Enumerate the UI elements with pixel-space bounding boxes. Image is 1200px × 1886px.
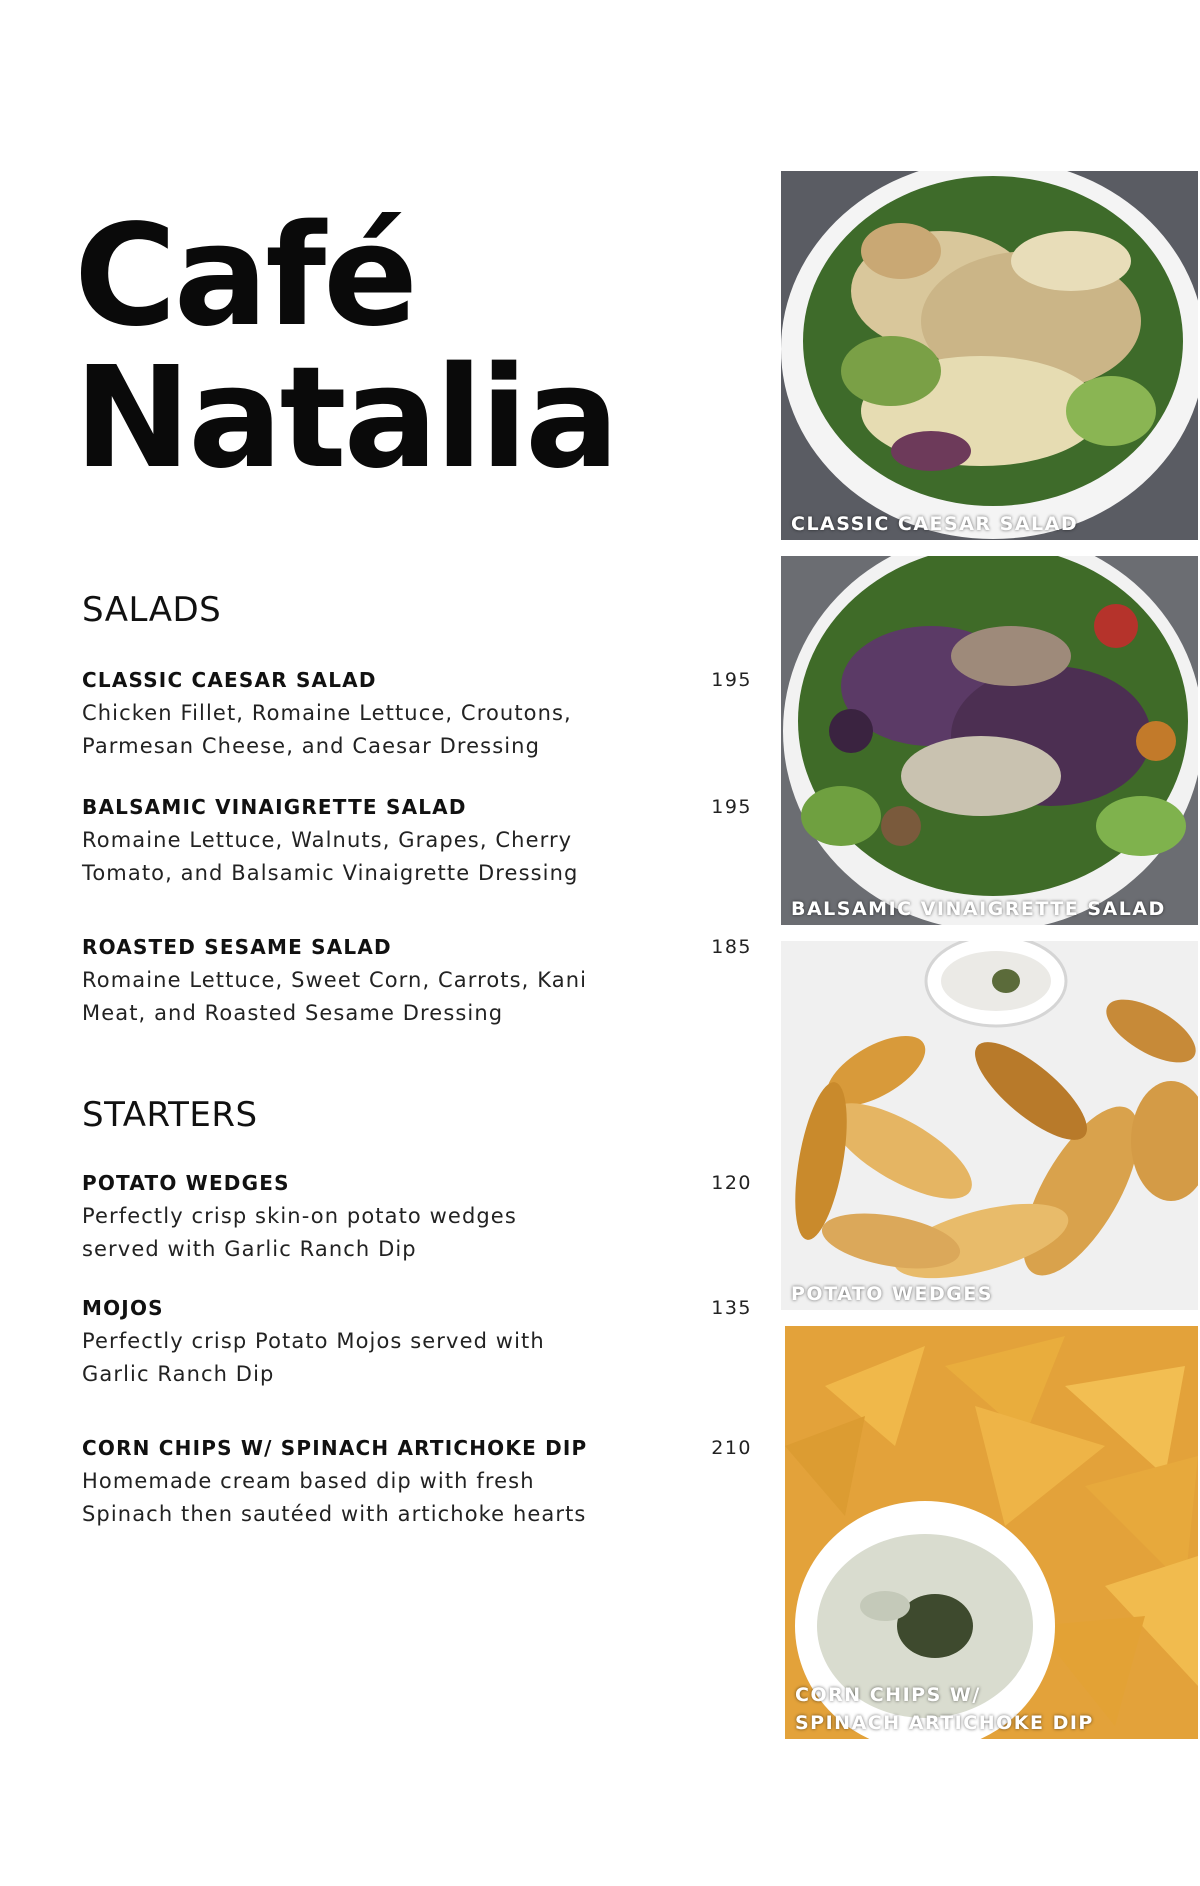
menu-item-description: Chicken Fillet, Romaine Lettuce, Croutons, Parmesan Cheese, and Caesar Dressing — [82, 701, 572, 758]
menu-item-name: CLASSIC CAESAR SALAD — [82, 668, 377, 692]
potato-wedges-image — [781, 941, 1198, 1310]
menu-item-name: POTATO WEDGES — [82, 1171, 290, 1195]
menu-item-name: ROASTED SESAME SALAD — [82, 935, 392, 959]
menu-item-name: CORN CHIPS W/ SPINACH ARTICHOKE DIP — [82, 1436, 588, 1460]
menu-item-price: 195 — [711, 796, 752, 818]
cafe-title — [74, 195, 617, 500]
menu-item-price: 120 — [711, 1172, 752, 1194]
caesar-salad-image — [781, 171, 1198, 540]
menu-item-corn-chips-spinach-artichoke-dip — [82, 1434, 752, 1531]
corn-chips-image — [785, 1326, 1198, 1739]
menu-item-description: Perfectly crisp skin-on potato wedges served with Garlic Ranch Dip — [82, 1204, 517, 1261]
photo-caption-line-1: CORN CHIPS W/ — [795, 1684, 981, 1706]
menu-item-description: Homemade cream based dip with fresh Spinach then sautéed with artichoke hearts — [82, 1469, 587, 1526]
menu-item-mojos — [82, 1294, 752, 1391]
menu-item-potato-wedges — [82, 1169, 752, 1266]
menu-item-roasted-sesame-salad — [82, 933, 752, 1030]
cafe-title-line-1: Café — [74, 195, 416, 358]
photo-corn-chips-spinach-artichoke-dip — [785, 1326, 1198, 1739]
menu-item-name: BALSAMIC VINAIGRETTE SALAD — [82, 795, 467, 819]
section-title-salads: SALADS — [82, 590, 222, 630]
photo-caption: BALSAMIC VINAIGRETTE SALAD — [791, 898, 1166, 920]
photo-potato-wedges — [781, 941, 1198, 1310]
menu-item-price: 195 — [711, 669, 752, 691]
menu-item-description: Perfectly crisp Potato Mojos served with Garlic Ranch Dip — [82, 1329, 545, 1386]
menu-item-description: Romaine Lettuce, Walnuts, Grapes, Cherry Tomato, and Balsamic Vinaigrette Dressing — [82, 828, 579, 885]
photo-caption — [795, 1681, 1188, 1737]
menu-item-price: 185 — [711, 936, 752, 958]
menu-item-description: Romaine Lettuce, Sweet Corn, Carrots, Kani Meat, and Roasted Sesame Dressing — [82, 968, 588, 1025]
photo-caption-line-2: SPINACH ARTICHOKE DIP — [795, 1712, 1094, 1734]
menu-item-price: 135 — [711, 1297, 752, 1319]
menu-item-balsamic-vinaigrette-salad — [82, 793, 752, 890]
balsamic-salad-image — [781, 556, 1198, 925]
section-title-starters: STARTERS — [82, 1095, 258, 1135]
cafe-title-line-2: Natalia — [74, 337, 617, 500]
menu-item-price: 210 — [711, 1437, 752, 1459]
menu-item-name: MOJOS — [82, 1296, 164, 1320]
photo-caption: POTATO WEDGES — [791, 1283, 993, 1305]
photo-balsamic-vinaigrette-salad — [781, 556, 1198, 925]
photo-caption: CLASSIC CAESAR SALAD — [791, 513, 1079, 535]
menu-item-classic-caesar-salad — [82, 666, 752, 763]
photo-classic-caesar-salad — [781, 171, 1198, 540]
